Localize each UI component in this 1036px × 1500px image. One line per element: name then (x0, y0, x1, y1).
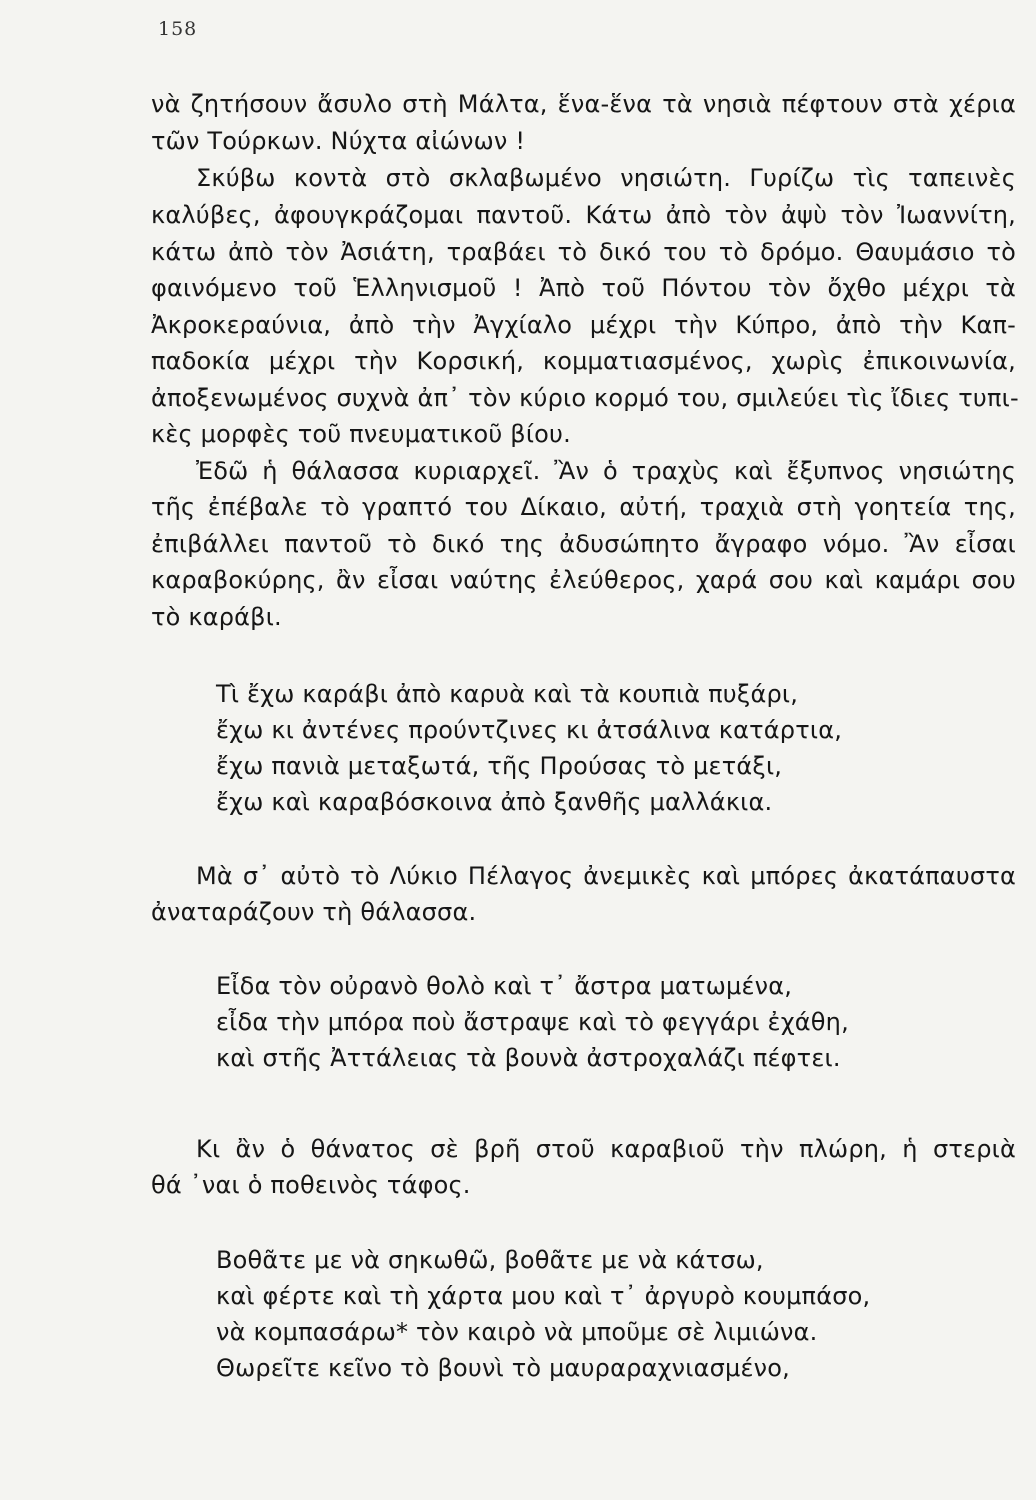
text-line: τὸ καράβι. (151, 603, 282, 631)
verse-line: Θωρεῖτε κεῖνο τὸ βουνὶ τὸ μαυραραχνιασμένο, (216, 1354, 790, 1382)
verse-line: νὰ κομπασάρω* τὸν καιρὸ νὰ μποῦμε σὲ λιμιώνα. (216, 1318, 818, 1346)
text-line: τῶν Τούρκων. Νύχτα αἰώνων ! (151, 127, 526, 155)
text-line: θά ᾽ναι ὁ ποθεινὸς τάφος. (151, 1171, 471, 1199)
text-line: ἀποξενωμένος συχνὰ ἀπ᾽ τὸν κύριο κορμό του, σμιλεύει τὶς ἴδιες τυπι- (151, 384, 1019, 412)
text-line: Ἐδῶ ἡ θάλασσα κυριαρχεῖ. Ἂν ὁ τραχὺς καὶ ἔξυπνος νησιώτης (196, 457, 1016, 485)
verse-line: Τὶ ἔχω καράβι ἀπὸ καρυὰ καὶ τὰ κουπιὰ πυξάρι, (216, 680, 799, 708)
text-line: καλύβες, ἀφουγκράζομαι παντοῦ. Κάτω ἀπὸ τὸν ἀψὺ τὸν Ἰωαννίτη, (151, 201, 1016, 229)
verse-line: εἶδα τὴν μπόρα ποὺ ἄστραψε καὶ τὸ φεγγάρι ἐχάθη, (216, 1008, 849, 1036)
verse-line: ἔχω κι ἀντένες προύντζινες κι ἀτσάλινα κατάρτια, (216, 716, 843, 744)
verse-line: ἔχω πανιὰ μεταξωτά, τῆς Προύσας τὸ μετάξι, (216, 752, 783, 780)
verse-line: Εἶδα τὸν οὐρανὸ θολὸ καὶ τ᾽ ἄστρα ματωμένα, (216, 972, 793, 1000)
text-line: Κι ἂν ὁ θάνατος σὲ βρῆ στοῦ καραβιοῦ τὴν πλώρη, ἡ στεριὰ (196, 1135, 1016, 1163)
verse-line: καὶ στῆς Ἀττάλειας τὰ βουνὰ ἀστροχαλάζι πέφτει. (216, 1044, 841, 1072)
verse-line: ἔχω καὶ καραβόσκοινα ἀπὸ ξανθῆς μαλλάκια. (216, 788, 773, 816)
page-number: 158 (158, 18, 198, 40)
text-line: Μὰ σ᾽ αὐτὸ τὸ Λύκιο Πέλαγος ἀνεμικὲς καὶ μπόρες ἀκατάπαυστα (196, 862, 1016, 890)
text-line: κάτω ἀπὸ τὸν Ἀσιάτη, τραβάει τὸ δικό του τὸ δρόμο. Θαυμάσιο τὸ (151, 238, 1016, 266)
text-line: Ἀκροκεραύνια, ἀπὸ τὴν Ἀγχίαλο μέχρι τὴν Κύπρο, ἀπὸ τὴν Καπ- (151, 311, 1016, 339)
text-line: φαινόμενο τοῦ Ἑλληνισμοῦ ! Ἀπὸ τοῦ Πόντου τὸν ὄχθο μέχρι τὰ (151, 274, 1016, 302)
text-line: κὲς μορφὲς τοῦ πνευματικοῦ βίου. (151, 420, 571, 448)
text-line: καραβοκύρης, ἂν εἶσαι ναύτης ἐλεύθερος, χαρά σου καὶ καμάρι σου (151, 566, 1016, 594)
text-line: νὰ ζητήσουν ἄσυλο στὴ Μάλτα, ἕνα-ἕνα τὰ νησιὰ πέφτουν στὰ χέρια (151, 90, 1016, 118)
verse-line: Βοθᾶτε με νὰ σηκωθῶ, βοθᾶτε με νὰ κάτσω, (216, 1246, 764, 1274)
verse-line: καὶ φέρτε καὶ τὴ χάρτα μου καὶ τ᾽ ἀργυρὸ κουμπάσο, (216, 1282, 871, 1310)
text-line: παδοκία μέχρι τὴν Κορσική, κομματιασμένος, χωρὶς ἐπικοινωνία, (151, 347, 1016, 375)
text-line: Σκύβω κοντὰ στὸ σκλαβωμένο νησιώτη. Γυρίζω τὶς ταπεινὲς (196, 164, 1016, 192)
text-line: ἀναταράζουν τὴ θάλασσα. (151, 898, 477, 926)
text-line: ἐπιβάλλει παντοῦ τὸ δικό της ἀδυσώπητο ἄγραφο νόμο. Ἂν εἶσαι (151, 530, 1016, 558)
text-line: τῆς ἐπέβαλε τὸ γραπτό του Δίκαιο, αὐτή, τραχιὰ στὴ γοητεία της, (151, 493, 1016, 521)
